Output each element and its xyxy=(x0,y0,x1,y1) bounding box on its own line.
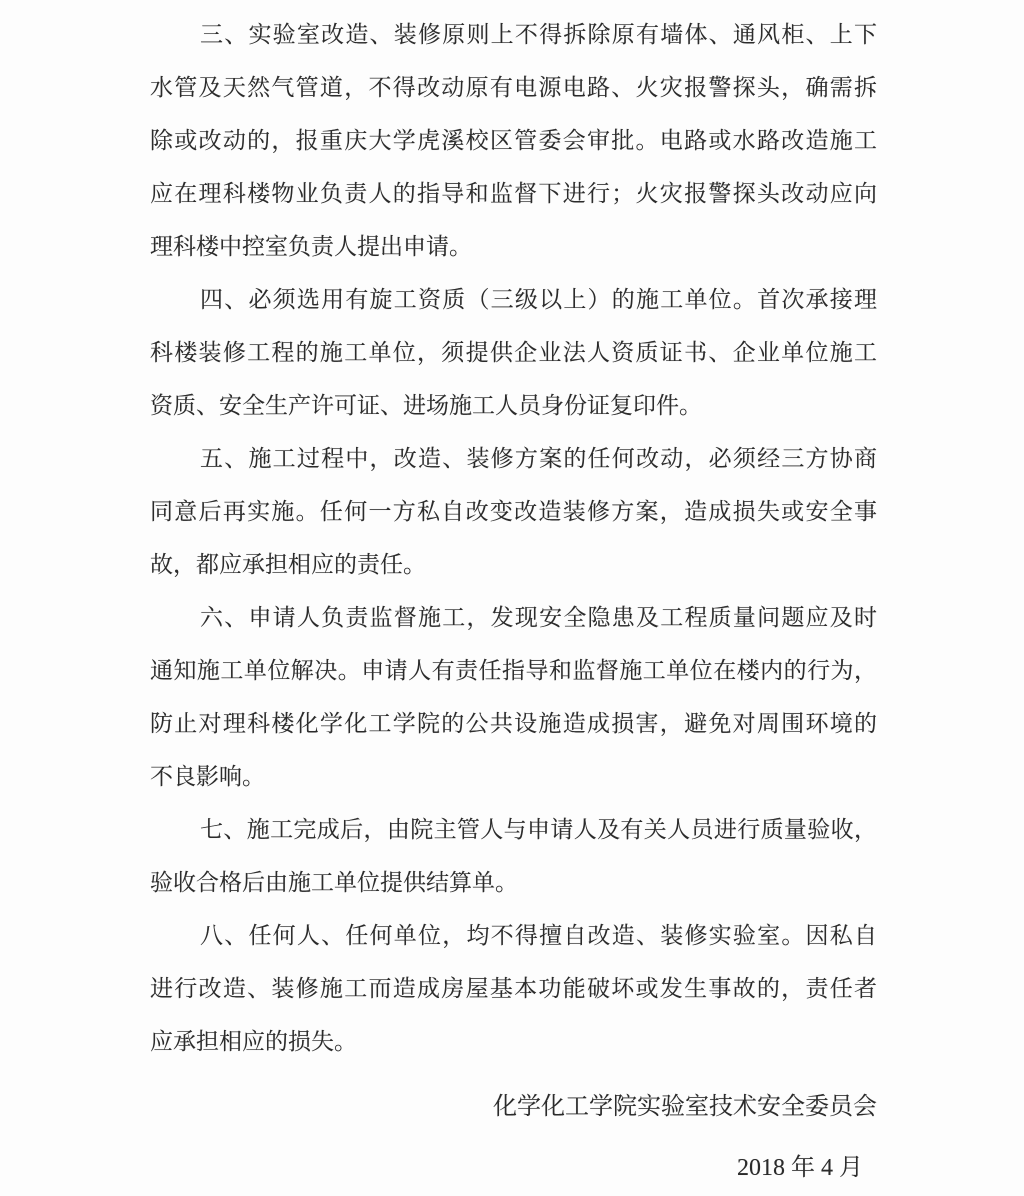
paragraph-5 xyxy=(150,432,877,591)
text-line: 水管及天然气管道，不得改动原有电源电路、火灾报警探头，确需拆 xyxy=(150,75,877,100)
text-line: 不良影响。 xyxy=(150,764,265,789)
text-line: 通知施工单位解决。申请人有责任指导和监督施工单位在楼内的行为， xyxy=(150,658,877,683)
text-line: 理科楼中控室负责人提出申请。 xyxy=(150,234,472,259)
text-line: 应承担相应的损失。 xyxy=(150,1029,357,1054)
text-line: 应在理科楼物业负责人的指导和监督下进行；火灾报警探头改动应向 xyxy=(150,181,877,206)
paragraph-3 xyxy=(150,8,877,273)
text-line: 七、施工完成后，由院主管人与申请人及有关人员进行质量验收， xyxy=(200,817,877,842)
date-line: 2018 年 4 月 xyxy=(737,1155,863,1181)
text-line: 三、实验室改造、装修原则上不得拆除原有墙体、通风柜、上下 xyxy=(200,22,877,47)
text-line: 同意后再实施。任何一方私自改变改造装修方案，造成损失或安全事 xyxy=(150,499,877,524)
text-line: 四、必须选用有旋工资质（三级以上）的施工单位。首次承接理 xyxy=(200,287,877,312)
text-line: 验收合格后由施工单位提供结算单。 xyxy=(150,870,518,895)
paragraph-8 xyxy=(150,909,877,1068)
text-line: 除或改动的，报重庆大学虎溪校区管委会审批。电路或水路改造施工 xyxy=(150,128,877,153)
text-line: 进行改造、装修施工而造成房屋基本功能破坏或发生事故的，责任者 xyxy=(150,976,877,1001)
text-line: 故，都应承担相应的责任。 xyxy=(150,552,426,577)
paragraph-4 xyxy=(150,273,877,432)
text-line: 科楼装修工程的施工单位，须提供企业法人资质证书、企业单位施工 xyxy=(150,340,877,365)
text-line: 五、施工过程中，改造、装修方案的任何改动，必须经三方协商 xyxy=(200,446,877,471)
text-line: 八、任何人、任何单位，均不得擅自改造、装修实验室。因私自 xyxy=(200,923,877,948)
text-line: 六、申请人负责监督施工，发现安全隐患及工程质量问题应及时 xyxy=(200,605,877,630)
text-line: 资质、安全生产许可证、进场施工人员身份证复印件。 xyxy=(150,393,702,418)
paragraph-6 xyxy=(150,591,877,803)
text-line: 防止对理科楼化学化工学院的公共设施造成损害，避免对周围环境的 xyxy=(150,711,877,736)
signature-line: 化学化工学院实验室技术安全委员会 xyxy=(493,1094,877,1120)
paragraph-7 xyxy=(150,803,877,909)
